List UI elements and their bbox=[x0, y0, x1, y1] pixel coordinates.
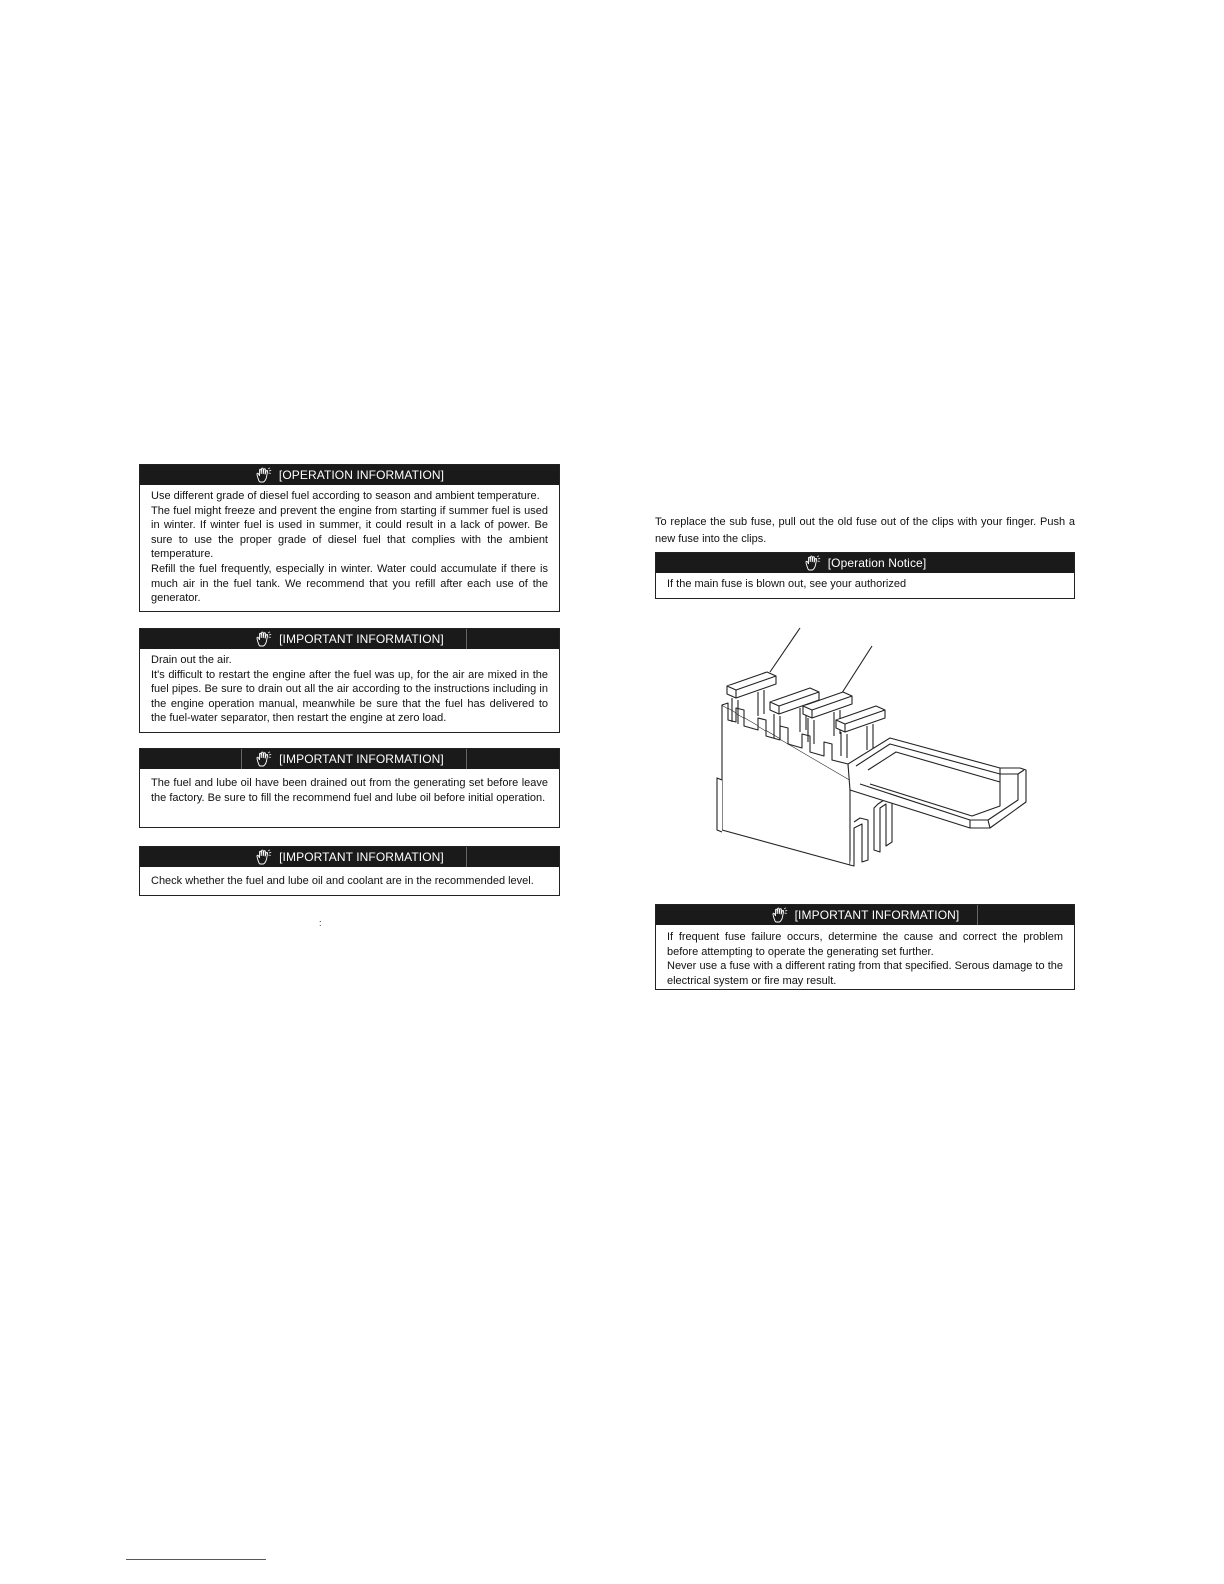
important-information-box-air bbox=[139, 628, 560, 733]
box-title: [IMPORTANT INFORMATION] bbox=[279, 850, 444, 864]
header-divider bbox=[466, 749, 467, 769]
hand-stop-icon bbox=[255, 849, 273, 865]
box-body bbox=[140, 485, 559, 612]
important-information-box-check bbox=[139, 846, 560, 896]
paragraph: If frequent fuse failure occurs, determine the cause and correct the problem before attempting to operate the generating set further. bbox=[667, 931, 1063, 958]
box-title: [IMPORTANT INFORMATION] bbox=[279, 632, 444, 646]
stray-mark: : bbox=[319, 918, 322, 928]
header-divider bbox=[977, 905, 978, 925]
box-header bbox=[656, 553, 1074, 573]
box-body bbox=[656, 925, 1074, 994]
box-body bbox=[140, 867, 559, 895]
header-divider bbox=[241, 749, 242, 769]
operation-notice-box bbox=[655, 552, 1075, 599]
box-header bbox=[656, 905, 1074, 925]
box-body bbox=[140, 649, 559, 732]
footer-rule bbox=[126, 1559, 266, 1560]
important-information-box-drained bbox=[139, 748, 560, 828]
box-header bbox=[140, 847, 559, 867]
important-information-box-fuse bbox=[655, 904, 1075, 990]
paragraph: It's difficult to restart the engine after the fuel was up, for the air are mixed in the fuel pipes. Be sure to drain out all the air according to the instructions including in the engine operation manual, meanwhile be sure that the fuel has delivered to the fuel-water separator, then restart the engine at zero load. bbox=[151, 668, 548, 725]
box-body bbox=[656, 573, 1074, 598]
box-title: [OPERATION INFORMATION] bbox=[278, 468, 445, 482]
hand-stop-icon bbox=[255, 631, 273, 647]
box-header bbox=[140, 749, 559, 769]
paragraph: Never use a fuse with a different rating from that specified. Serous damage to the electrical system or fire may result. bbox=[667, 960, 1063, 987]
operation-information-box bbox=[139, 464, 560, 612]
hand-stop-icon bbox=[255, 467, 273, 483]
header-divider bbox=[466, 629, 467, 649]
box-header bbox=[140, 465, 559, 485]
sub-fuse-instructions: To replace the sub fuse, pull out the old fuse out of the clips with your finger. Push a new fuse into the clips. bbox=[655, 516, 1075, 545]
paragraph: Drain out the air. bbox=[151, 654, 232, 666]
paragraph: The fuel might freeze and prevent the engine from starting if summer fuel is used in winter. If winter fuel is used in summer, it could result in a lack of power. Be sure to use the proper grade of diesel fuel that complies with the ambient temperature. bbox=[151, 504, 548, 561]
box-title: [IMPORTANT INFORMATION] bbox=[279, 752, 444, 766]
box-body bbox=[140, 769, 559, 811]
paragraph: If the main fuse is blown out, see your authorized bbox=[667, 578, 907, 590]
hand-stop-icon bbox=[255, 751, 273, 767]
paragraph: Check whether the fuel and lube oil and coolant are in the recommended level. bbox=[151, 875, 534, 887]
paragraph: The fuel and lube oil have been drained out from the generating set before leave the factory. Be sure to fill the recommend fuel and lube oil before initial operation. bbox=[151, 777, 548, 804]
header-divider bbox=[466, 847, 467, 867]
paragraph: Use different grade of diesel fuel according to season and ambient temperature. bbox=[151, 490, 540, 502]
box-title: [Operation Notice] bbox=[827, 556, 927, 570]
fuse-box-illustration bbox=[700, 620, 1040, 875]
hand-stop-icon bbox=[771, 907, 789, 923]
hand-stop-icon bbox=[804, 555, 822, 571]
box-title: [IMPORTANT INFORMATION] bbox=[794, 908, 960, 922]
paragraph: Refill the fuel frequently, especially in winter. Water could accumulate if there is much air in the fuel tank. We recommend that you refill after each use of the generator. bbox=[151, 562, 548, 605]
box-header bbox=[140, 629, 559, 649]
